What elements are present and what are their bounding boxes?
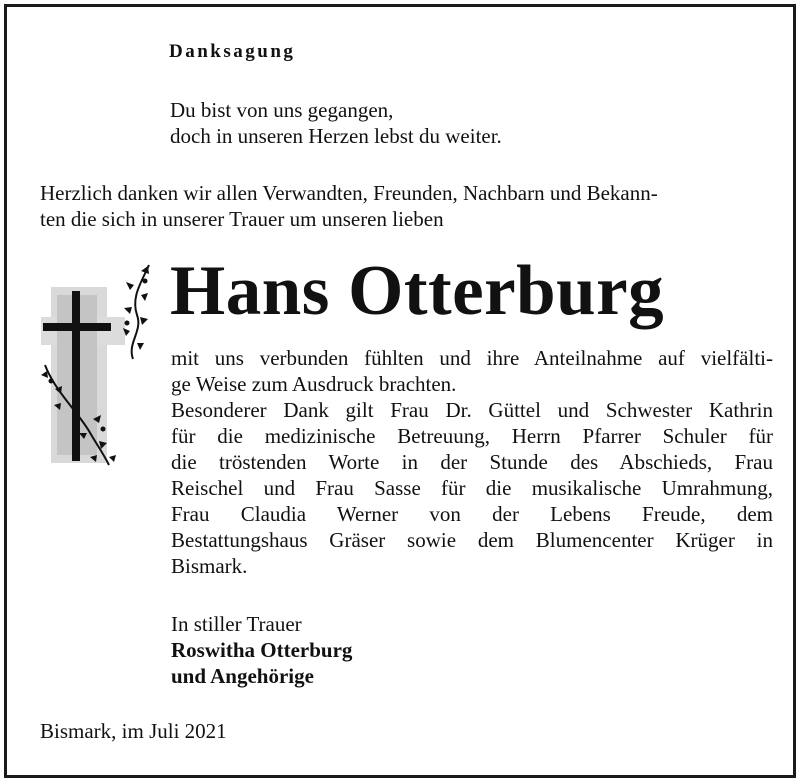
heading: Danksagung: [169, 41, 296, 62]
verse-line-2: doch in unseren Herzen lebst du weiter.: [170, 124, 502, 148]
body-line-8: Bestattungshaus Gräser sowie dem Blumencenter Krüger in: [171, 528, 773, 552]
body-line-9: Bismark.: [171, 554, 248, 578]
body-line-2: ge Weise zum Ausdruck brachten.: [171, 372, 457, 396]
cross-with-ivy-icon: [37, 261, 155, 471]
intro-line-2: ten die sich in unserer Trauer um unseren lieben: [40, 207, 444, 231]
signatory: Roswitha Otterburg: [171, 638, 353, 662]
deceased-name: Hans Otterburg: [170, 252, 665, 330]
body-line-3: Besonderer Dank gilt Frau Dr. Güttel und Schwester Kathrin: [171, 398, 773, 422]
place-date: Bismark, im Juli 2021: [40, 719, 227, 743]
body-line-4: für die medizinische Betreuung, Herrn Pfarrer Schuler für: [171, 424, 773, 448]
obituary-card: [4, 4, 796, 778]
closing-phrase: In stiller Trauer: [171, 612, 302, 636]
intro-line-1: Herzlich danken wir allen Verwandten, Freunden, Nachbarn und Bekann-: [40, 181, 658, 205]
body-line-7: Frau Claudia Werner von der Lebens Freude, dem: [171, 502, 773, 526]
relatives: und Angehörige: [171, 664, 314, 688]
body-line-6: Reischel und Frau Sasse für die musikalische Umrahmung,: [171, 476, 773, 500]
body-line-1: mit uns verbunden fühlten und ihre Anteilnahme auf vielfälti-: [171, 346, 773, 370]
verse-line-1: Du bist von uns gegangen,: [170, 98, 394, 122]
body-line-5: die tröstenden Worte in der Stunde des Abschieds, Frau: [171, 450, 773, 474]
